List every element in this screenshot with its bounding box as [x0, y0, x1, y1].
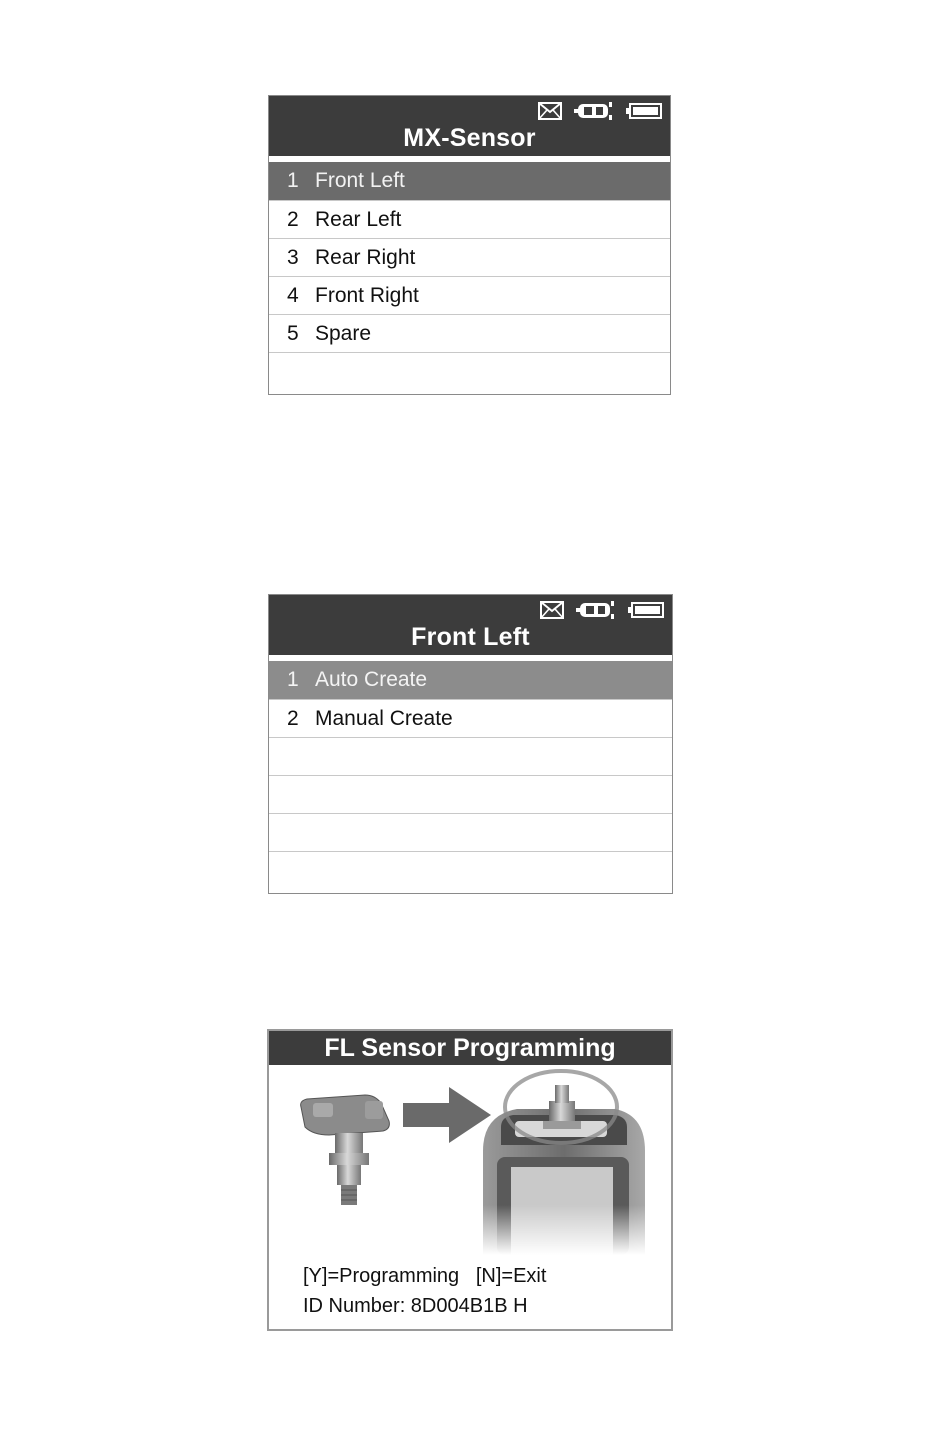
programming-tool-image: [475, 1071, 655, 1255]
arrow-right-icon: [403, 1087, 491, 1143]
menu-item-empty: [269, 352, 670, 390]
menu-item-number: 5: [287, 321, 299, 345]
key-instructions: [Y]=Programming [N]=Exit: [303, 1265, 547, 1287]
menu-list: [269, 162, 670, 390]
menu-item-empty: [269, 775, 672, 813]
menu-item-label: Front Left: [315, 169, 405, 192]
menu-item-empty: [269, 813, 672, 851]
menu-list: [269, 661, 672, 889]
envelope-icon: [540, 601, 564, 619]
menu-item-front-left[interactable]: [269, 162, 670, 200]
menu-item-number: 2: [287, 706, 299, 730]
status-bar: [538, 100, 662, 122]
mx-sensor-screen: [268, 95, 671, 395]
car-icon: [576, 600, 616, 620]
envelope-icon: [538, 102, 562, 120]
sensor-programming-screen: [267, 1029, 673, 1331]
menu-item-number: 3: [287, 245, 299, 269]
menu-item-label: Rear Left: [315, 207, 402, 231]
menu-item-number: 1: [287, 668, 299, 691]
programming-instructions: [303, 1261, 546, 1321]
menu-item-label: Rear Right: [315, 245, 416, 269]
screen-header: [269, 595, 672, 655]
menu-item-label: Spare: [315, 321, 372, 345]
sensor-id-number: ID Number: 8D004B1B H: [303, 1295, 528, 1317]
battery-icon: [628, 601, 664, 619]
menu-item-spare[interactable]: [269, 314, 670, 352]
screen-title: MX-Sensor: [403, 124, 536, 152]
menu-item-auto-create[interactable]: [269, 661, 672, 699]
tpms-sensor-image: [301, 1095, 390, 1205]
menu-item-number: 2: [287, 207, 299, 231]
screen-header: [269, 96, 670, 156]
front-left-screen: [268, 594, 673, 894]
menu-item-number: 1: [287, 169, 299, 192]
car-icon: [574, 101, 614, 121]
menu-item-empty: [269, 851, 672, 889]
menu-item-label: Front Right: [315, 283, 419, 307]
screen-title: FL Sensor Programming: [269, 1031, 671, 1065]
screen-title: Front Left: [411, 623, 530, 651]
menu-item-empty: [269, 737, 672, 775]
status-bar: [540, 599, 664, 621]
programming-illustration: [269, 1065, 671, 1255]
battery-icon: [626, 102, 662, 120]
menu-item-label: Auto Create: [315, 668, 428, 691]
menu-item-manual-create[interactable]: [269, 699, 672, 737]
menu-item-front-right[interactable]: [269, 276, 670, 314]
menu-item-rear-left[interactable]: [269, 200, 670, 238]
menu-item-label: Manual Create: [315, 706, 453, 730]
menu-item-rear-right[interactable]: [269, 238, 670, 276]
menu-item-number: 4: [287, 283, 299, 307]
